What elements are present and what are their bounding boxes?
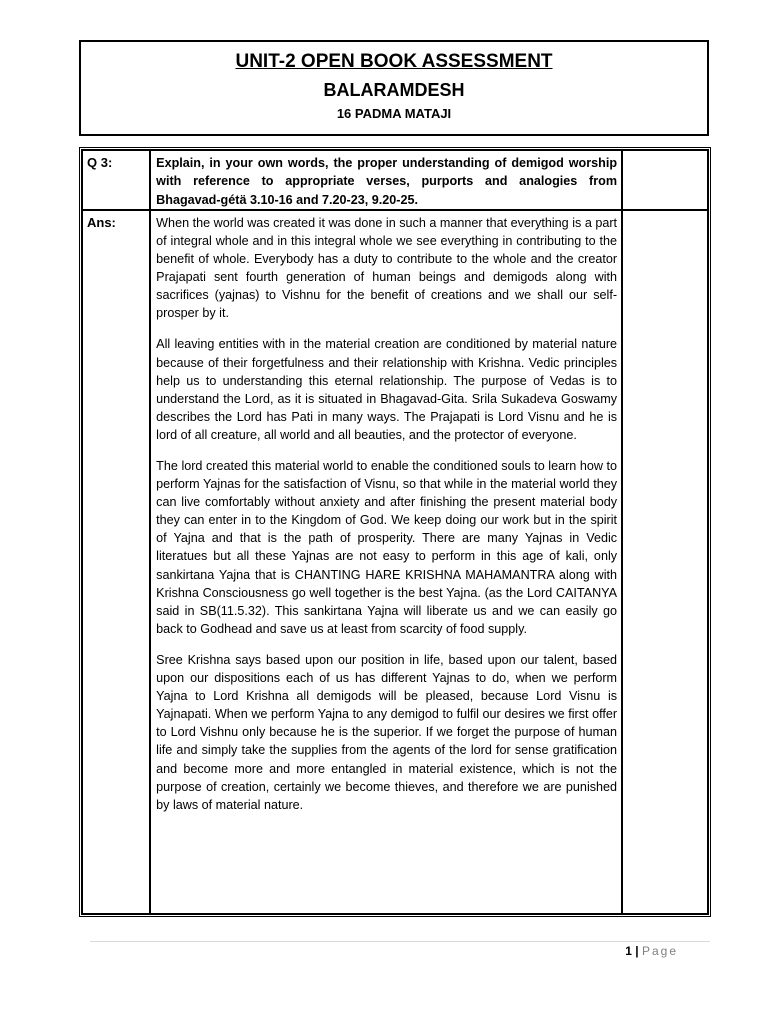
answer-label: Ans: [82,210,150,914]
question-marks-cell [622,150,708,210]
answer-cell [150,210,622,914]
question-cell [150,150,622,210]
answer-paragraph: All leaving entities with in the material creation are conditioned by material nature because of their forgetfulness and their relationship with Krishna. Vedic principles help us to understanding this eternal relationship. The purpose of Vedas is to understand the Lord, as it is situated in Bhagavad-Gita. Srila Sukadeva Goswamy describes the Lord has Pati in many ways. The Prajapati is Lord Visnu and he is lord of all creature, all world and all beauties, and the protector of everyone. [156,337,618,442]
answer-marks-cell [622,210,708,914]
answer-paragraph: Sree Krishna says based upon our position in life, based upon our talent, based upon our dispositions each of us has different Yajnas to do, when we perform Yajna to Lord Krishna all demigods will be pleased, because Lord Visnu is Yajnapati. When we perform Yajna to any demigod to fulfil our desires we first offer to Lord Vishnu only because he is the superior. If we forget the purpose of human life and simply take the supplies from the agents of the lord for sense gratification and become more and more entangled in material existence, which is not the purpose of creation, certainly we become thieves, and therefore we are punished by laws of material nature. [156,652,618,812]
question-text: Explain, in your own words, the proper understanding of demigod worship with reference to appropriate verses, purports and analogies from Bhagavad-gétä 3.10-16 and 7.20-23, 9.20-25. [156,156,618,207]
answer-row [82,210,708,914]
document-subtitle: BALARAMDESH [323,80,465,100]
answer-paragraph: The lord created this material world to enable the conditioned souls to learn how to perform Yajnas for the satisfaction of Visnu, so that while in the material world they can live comfortably without anxiety and after finishing the present material body they can enter in to the Kingdom of God. We keep doing our work but in the spirit of Yajna and that is the path of prosperity. There are many Yajnas in Vedic literatues but all these Yajnas are not easy to perform in this age of kali, only sankirtana Yajna that is CHANTING HARE KRISHNA MAHAMANTRA along with Krishna Consciousness go well together is the best Yajna. (as the Lord CAITANYA said in SB(11.5.32). This sankirtana Yajna will liberate us and we can easily go back to Godhead and save us at least from scarcity of food supply. [156,459,618,636]
page-number: 1 [625,944,632,958]
footer-separator: | [635,944,639,958]
question-row [82,150,708,210]
page-footer [625,944,678,958]
footer-divider [90,941,710,942]
document-author: 16 PADMA MATAJI [336,106,452,121]
header-box [79,40,709,136]
page-label: Page [641,944,678,958]
document-title: UNIT-2 OPEN BOOK ASSESSMENT [235,51,553,72]
qa-table [79,147,711,917]
answer-paragraph: When the world was created it was done in such a manner that everything is a part of integral whole and in this integral whole we see everything in contributing to the benefit of whole. Everybody has a duty to contribute to the whole and the creator Prajapati sent fourth generation of human beings and demigods along with sacrifices (yajnas) to Vishnu for the benefit of creations and we shall our self-prosper by it. [156,215,618,321]
question-label: Q 3: [82,150,150,210]
